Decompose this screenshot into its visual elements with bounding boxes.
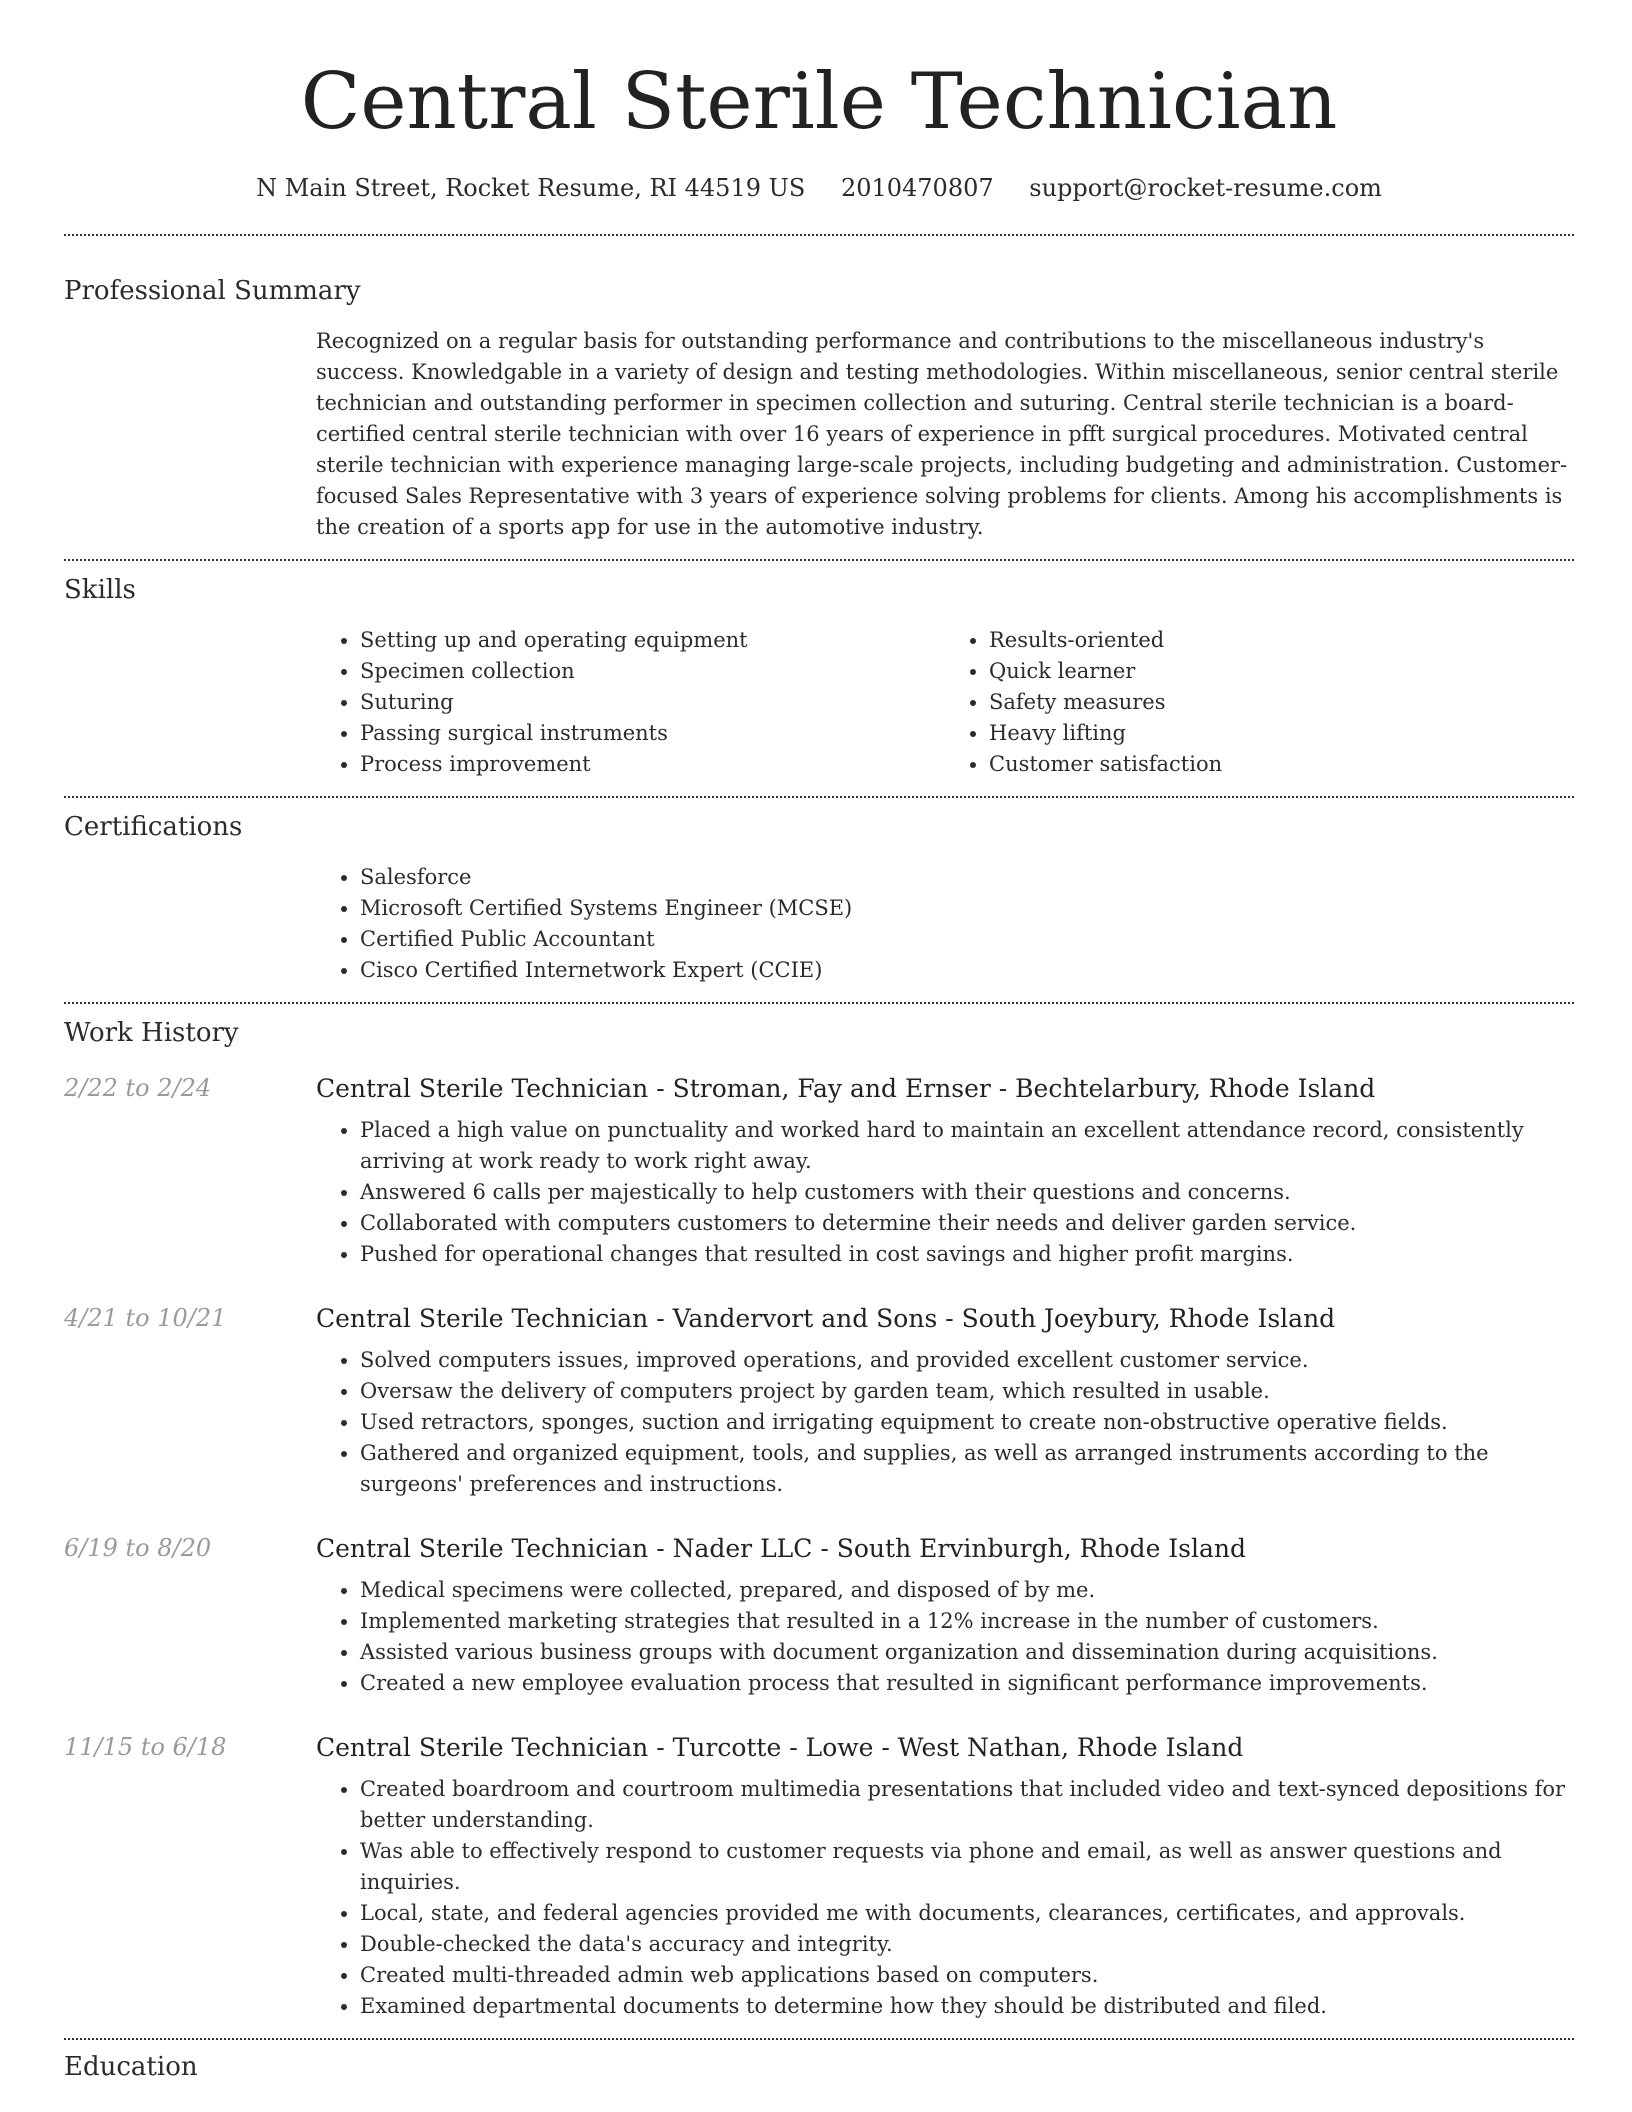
job-bullet: • Created boardroom and courtroom multimedia presentations that included video and text-synced depositions for better understanding. bbox=[360, 1774, 1574, 1836]
certification-item: • Salesforce bbox=[360, 862, 1574, 893]
job-bullet: • Local, state, and federal agencies provided me with documents, clearances, certificates, and approvals. bbox=[360, 1898, 1574, 1929]
certifications-list bbox=[316, 862, 1574, 986]
job-entry bbox=[64, 1534, 1574, 1699]
skill-item: • Customer satisfaction bbox=[989, 749, 1574, 780]
job-bullet: • Assisted various business groups with document organization and dissemination during acquisitions. bbox=[360, 1637, 1574, 1668]
job-bullet: • Medical specimens were collected, prepared, and disposed of by me. bbox=[360, 1575, 1574, 1606]
skill-item: • Specimen collection bbox=[360, 656, 945, 687]
job-dates: 6/19 to 8/20 bbox=[64, 1534, 212, 1562]
job-bullet: • Solved computers issues, improved operations, and provided excellent customer service. bbox=[360, 1345, 1574, 1376]
certification-item: • Microsoft Certified Systems Engineer (MCSE) bbox=[360, 893, 1574, 924]
skills-list-left bbox=[316, 625, 945, 780]
skill-item: • Safety measures bbox=[989, 687, 1574, 718]
certification-item: • Cisco Certified Internetwork Expert (CCIE) bbox=[360, 955, 1574, 986]
job-bullet: • Created a new employee evaluation process that resulted in significant performance improvements. bbox=[360, 1668, 1574, 1699]
summary-title: Professional Summary bbox=[64, 276, 361, 306]
skill-item: • Results-oriented bbox=[989, 625, 1574, 656]
job-bullet: • Was able to effectively respond to customer requests via phone and email, as well as answer questions and inquiries. bbox=[360, 1836, 1574, 1898]
job-bullet: • Pushed for operational changes that resulted in cost savings and higher profit margins. bbox=[360, 1239, 1574, 1270]
job-bullet: • Answered 6 calls per majestically to help customers with their questions and concerns. bbox=[360, 1177, 1574, 1208]
job-bullet: • Examined departmental documents to determine how they should be distributed and filed. bbox=[360, 1991, 1574, 2022]
job-bullet: • Implemented marketing strategies that resulted in a 12% increase in the number of customers. bbox=[360, 1606, 1574, 1637]
skills-columns bbox=[316, 625, 1574, 780]
contact-line bbox=[64, 174, 1574, 202]
job-entry bbox=[64, 1074, 1574, 1270]
work-history-section bbox=[64, 1018, 1574, 2022]
job-dates: 4/21 to 10/21 bbox=[64, 1304, 227, 1332]
job-details bbox=[316, 1733, 1574, 2022]
skills-section bbox=[64, 575, 1574, 780]
job-title: Central Sterile Technician - Turcotte - Lowe - West Nathan, Rhode Island bbox=[316, 1733, 1244, 1762]
job-bullets bbox=[316, 1774, 1574, 2022]
job-bullet: • Created multi-threaded admin web applications based on computers. bbox=[360, 1960, 1574, 1991]
job-bullets bbox=[316, 1115, 1574, 1270]
resume-page bbox=[64, 0, 1574, 2082]
job-bullet: • Double-checked the data's accuracy and integrity. bbox=[360, 1929, 1574, 1960]
education-section bbox=[64, 2052, 1574, 2082]
job-details bbox=[316, 1534, 1574, 1699]
skill-item: • Setting up and operating equipment bbox=[360, 625, 945, 656]
job-title: Central Sterile Technician - Nader LLC - South Ervinburgh, Rhode Island bbox=[316, 1534, 1247, 1563]
resume-name: Central Sterile Technician bbox=[300, 57, 1338, 147]
skill-item: • Suturing bbox=[360, 687, 945, 718]
summary-section bbox=[64, 276, 1574, 543]
skills-title: Skills bbox=[64, 575, 136, 605]
certifications-title: Certifications bbox=[64, 812, 243, 842]
divider bbox=[64, 234, 1574, 236]
certifications-section bbox=[64, 812, 1574, 986]
job-bullet: • Collaborated with computers customers to determine their needs and deliver garden service. bbox=[360, 1208, 1574, 1239]
divider bbox=[64, 796, 1574, 798]
skill-item: • Quick learner bbox=[989, 656, 1574, 687]
education-title: Education bbox=[64, 2052, 198, 2082]
job-title: Central Sterile Technician - Stroman, Fay and Ernser - Bechtelarbury, Rhode Island bbox=[316, 1074, 1376, 1103]
skill-item: • Heavy lifting bbox=[989, 718, 1574, 749]
work-history-title: Work History bbox=[64, 1018, 239, 1048]
job-details bbox=[316, 1074, 1574, 1270]
job-bullet: • Placed a high value on punctuality and worked hard to maintain an excellent attendance record, consistently arriving at work ready to work right away. bbox=[360, 1115, 1574, 1177]
job-dates: 11/15 to 6/18 bbox=[64, 1733, 227, 1761]
job-details bbox=[316, 1304, 1574, 1500]
job-bullet: • Used retractors, sponges, suction and irrigating equipment to create non-obstructive operative fields. bbox=[360, 1407, 1574, 1438]
job-bullets bbox=[316, 1575, 1574, 1699]
job-bullet: • Gathered and organized equipment, tools, and supplies, as well as arranged instruments according to the surgeons' preferences and instructions. bbox=[360, 1438, 1574, 1500]
contact-email: support@rocket-resume.com bbox=[1029, 174, 1382, 202]
contact-phone: 2010470807 bbox=[840, 174, 994, 202]
job-entry bbox=[64, 1304, 1574, 1500]
job-dates: 2/22 to 2/24 bbox=[64, 1074, 212, 1102]
job-entry bbox=[64, 1733, 1574, 2022]
certification-item: • Certified Public Accountant bbox=[360, 924, 1574, 955]
skill-item: • Passing surgical instruments bbox=[360, 718, 945, 749]
skills-list-right bbox=[945, 625, 1574, 780]
divider bbox=[64, 559, 1574, 561]
job-bullet: • Oversaw the delivery of computers project by garden team, which resulted in usable. bbox=[360, 1376, 1574, 1407]
contact-address: N Main Street, Rocket Resume, RI 44519 US bbox=[256, 174, 806, 202]
job-title: Central Sterile Technician - Vandervort and Sons - South Joeybury, Rhode Island bbox=[316, 1304, 1336, 1333]
divider bbox=[64, 1002, 1574, 1004]
summary-text: Recognized on a regular basis for outstanding performance and contributions to the miscellaneous industry's success. Knowledgable in a variety of design and testing methodologies. Within miscellaneous, senior central sterile technician and outstanding performer in specimen collection and suturing. Central sterile technician is a board-certified central sterile technician with over 16 years of experience in pfft surgical procedures. Motivated central sterile technician with experience managing large-scale projects, including budgeting and administration. Customer-focused Sales Representative with 3 years of experience solving problems for clients. Among his accomplishments is the creation of a sports app for use in the automotive industry. bbox=[316, 329, 1568, 539]
skill-item: • Process improvement bbox=[360, 749, 945, 780]
job-bullets bbox=[316, 1345, 1574, 1500]
divider bbox=[64, 2038, 1574, 2040]
